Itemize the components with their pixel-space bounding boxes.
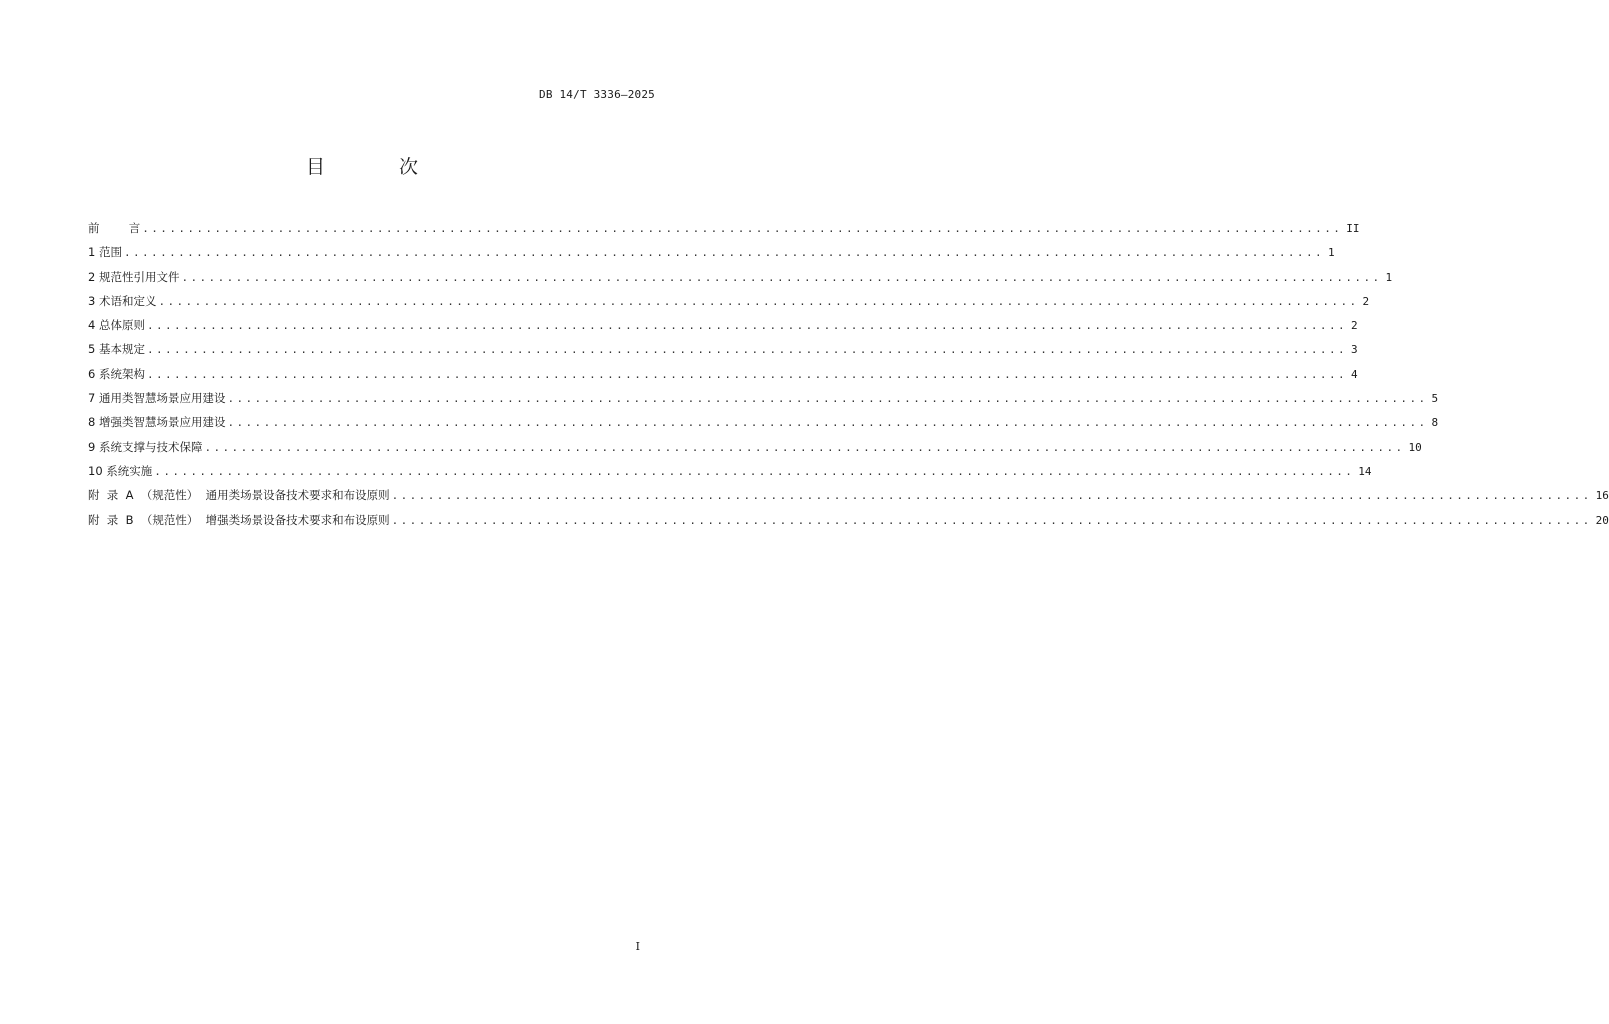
toc-entry-general-principles[interactable]: [88, 315, 1358, 339]
toc-entry-label: 9 系统支撑与技术保障: [88, 439, 203, 454]
toc-entry-appendix-b[interactable]: [88, 510, 1609, 534]
toc-dot-leader: .....................................................................................................................................: [181, 270, 1382, 284]
toc-entry-label: 附 录 A （规范性） 通用类场景设备技术要求和布设原则: [88, 488, 390, 503]
toc-entry-appendix-a[interactable]: [88, 485, 1609, 509]
toc-entry-page: 8: [1431, 416, 1439, 430]
toc-entry-label: 3 术语和定义: [88, 293, 157, 308]
toc-entry-label: 2 规范性引用文件: [88, 269, 180, 284]
toc-entry-terms[interactable]: [88, 291, 1370, 315]
toc-dot-leader: .....................................................................................................................................: [204, 440, 1405, 454]
toc-entry-label: 8 增强类智慧场景应用建设: [88, 415, 226, 430]
toc-dot-leader: .....................................................................................................................................: [391, 489, 1592, 503]
toc-entry-label: 1 范围: [88, 245, 122, 260]
toc-entry-label: 前 言: [88, 221, 141, 235]
toc-entry-page: 16: [1595, 489, 1609, 503]
toc-entry-basic-provisions[interactable]: [88, 339, 1358, 363]
toc-dot-leader: .....................................................................................................................................: [146, 367, 1347, 381]
toc-dot-leader: .....................................................................................................................................: [146, 319, 1347, 333]
toc-entry-page: II: [1346, 222, 1360, 235]
toc-entry-page: 14: [1358, 464, 1372, 478]
page-number: I: [635, 940, 640, 953]
toc-entry-label: 5 基本规定: [88, 342, 145, 357]
toc-dot-leader: .....................................................................................................................................: [154, 464, 1355, 478]
toc-entry-label: 6 系统架构: [88, 366, 145, 381]
toc-entry-page: 2: [1350, 319, 1358, 333]
toc-dot-leader: .....................................................................................................................................: [227, 392, 1428, 406]
toc-entry-page: 3: [1350, 343, 1358, 357]
toc-entry-page: 20: [1595, 513, 1609, 527]
toc-entry-page: 1: [1327, 246, 1335, 260]
toc-dot-leader: .....................................................................................................................................: [227, 416, 1428, 430]
toc-dot-leader: .....................................................................................................................................: [123, 246, 1324, 260]
toc-dot-leader: .....................................................................................................................................: [146, 343, 1347, 357]
toc-title: 目 次: [305, 156, 453, 178]
document-code: DB 14/T 3336—2025: [539, 88, 655, 101]
toc-entry-label: 附 录 B （规范性） 增强类场景设备技术要求和布设原则: [88, 512, 390, 527]
toc-dot-leader: .....................................................................................................................................: [391, 513, 1592, 527]
toc-entry-enhanced-scenarios[interactable]: [88, 412, 1439, 436]
toc-entry-normative-references[interactable]: [88, 267, 1393, 291]
toc-entry-page: 1: [1385, 270, 1393, 284]
toc-entry-label: 10 系统实施: [88, 463, 153, 478]
toc-entry-system-support[interactable]: [88, 437, 1422, 461]
table-of-contents: [88, 218, 1609, 534]
toc-dot-leader: .....................................................................................................................................: [142, 222, 1343, 235]
toc-dot-leader: .....................................................................................................................................: [158, 294, 1359, 308]
toc-entry-page: 4: [1350, 367, 1358, 381]
toc-entry-general-scenarios[interactable]: [88, 388, 1439, 412]
toc-entry-label: 7 通用类智慧场景应用建设: [88, 391, 226, 406]
toc-entry-foreword[interactable]: [88, 218, 1360, 242]
toc-entry-page: 10: [1408, 440, 1422, 454]
toc-entry-system-architecture[interactable]: [88, 364, 1358, 388]
toc-entry-system-implementation[interactable]: [88, 461, 1372, 485]
toc-entry-scope[interactable]: [88, 242, 1335, 266]
toc-entry-page: 2: [1362, 294, 1370, 308]
toc-entry-label: 4 总体原则: [88, 318, 145, 333]
toc-entry-page: 5: [1431, 392, 1439, 406]
